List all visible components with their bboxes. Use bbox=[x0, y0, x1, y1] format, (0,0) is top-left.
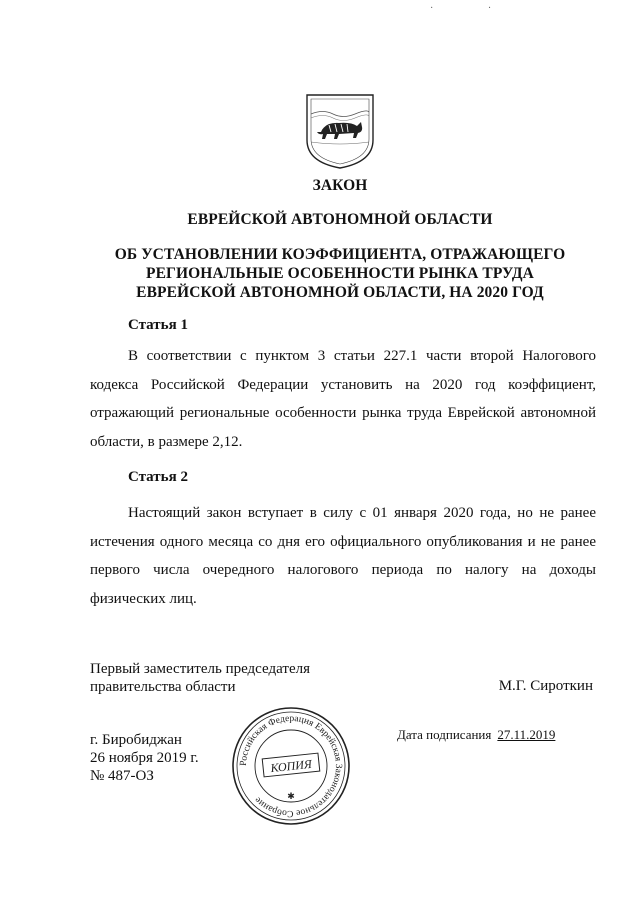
document-type-title: ЗАКОН bbox=[312, 177, 368, 194]
subject-line: РЕГИОНАЛЬНЫЕ ОСОБЕННОСТИ РЫНКА ТРУДА bbox=[146, 265, 534, 282]
signatory-name: М.Г. Сироткин bbox=[498, 678, 593, 694]
article-2-heading: Статья 2 bbox=[128, 469, 188, 485]
issue-date: 26 ноября 2019 г. bbox=[90, 750, 199, 766]
signatory-role bbox=[90, 660, 310, 696]
issue-details bbox=[90, 731, 199, 785]
region-title: ЕВРЕЙСКОЙ АВТОНОМНОЙ ОБЛАСТИ bbox=[187, 211, 493, 228]
article-1-text: В соответствии с пунктом 3 статьи 227.1 части второй Налогового кодекса Российской Федерации установить на 2020 год коэффициент, отражающий региональные особенности рынка труда Еврейской автономной области, в размере 2,12. bbox=[90, 348, 596, 450]
law-number: № 487-ОЗ bbox=[90, 768, 154, 784]
official-stamp bbox=[228, 703, 354, 829]
signing-date-label: Дата подписания bbox=[397, 727, 492, 742]
article-2-text: Настоящий закон вступает в силу с 01 января 2020 года, но не ранее истечения одного месяца со дня его официального опубликования и не ранее первого числа очередного налогового периода по налогу на доходы физических лиц. bbox=[90, 505, 596, 607]
signatory-role-line: правительства области bbox=[90, 679, 236, 695]
subject-line: ЕВРЕЙСКОЙ АВТОНОМНОЙ ОБЛАСТИ, НА 2020 ГОД bbox=[136, 284, 544, 301]
issue-city: г. Биробиджан bbox=[90, 732, 182, 748]
coat-of-arms-icon bbox=[303, 92, 377, 170]
signing-date-value: 27.11.2019 bbox=[497, 727, 556, 742]
scan-marks: · · bbox=[430, 3, 518, 14]
stamp-star-icon: ✱ bbox=[287, 791, 295, 801]
stamp-ring-text: Российская Федерация Еврейская Законодательное Собрание bbox=[238, 713, 344, 819]
stamp-center-text: КОПИЯ bbox=[269, 756, 313, 776]
signing-date-block bbox=[397, 727, 555, 743]
subject-line: ОБ УСТАНОВЛЕНИИ КОЭФФИЦИЕНТА, ОТРАЖАЮЩЕГО bbox=[114, 246, 566, 263]
law-subject-title bbox=[80, 245, 600, 302]
article-1-heading: Статья 1 bbox=[128, 317, 188, 333]
signatory-role-line: Первый заместитель председателя bbox=[90, 661, 310, 677]
